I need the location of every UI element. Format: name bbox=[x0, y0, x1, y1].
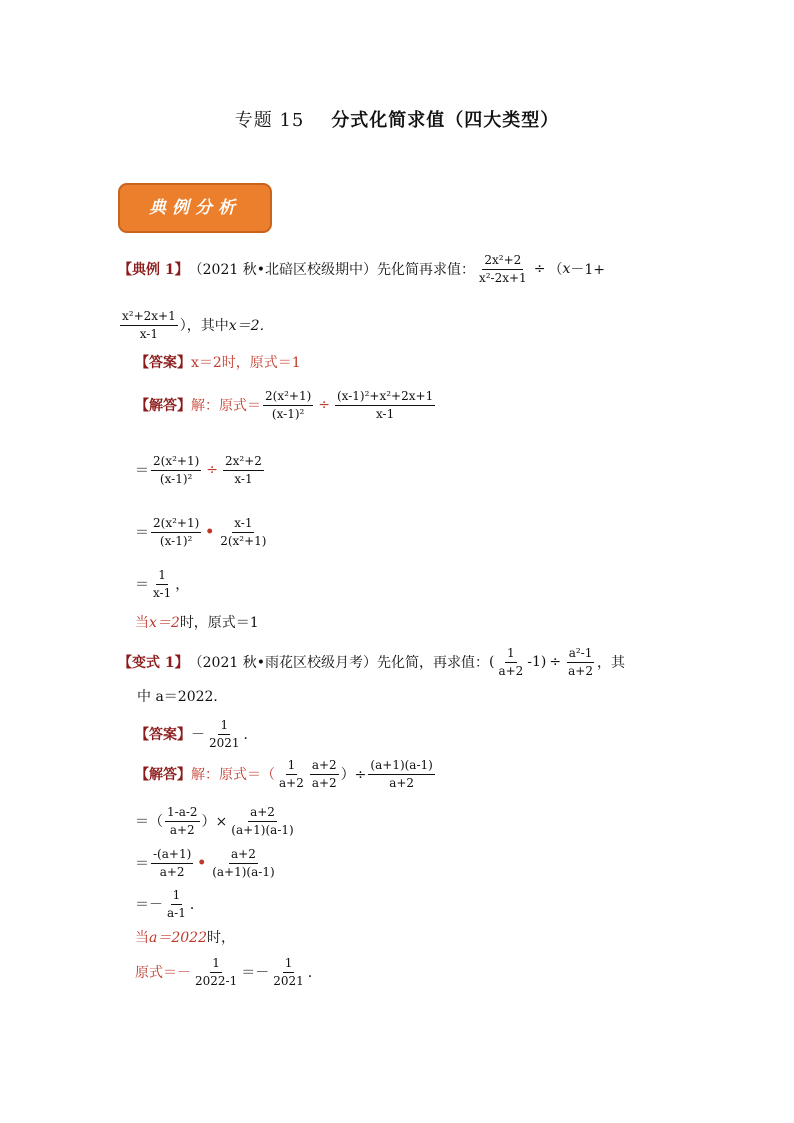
fraction: $\frac{\text{2(x²+1)}}{\text{(x-1)²}}$ bbox=[153, 453, 200, 486]
page-title bbox=[0, 106, 794, 132]
fraction: $\frac{a+2}{a+2}$ bbox=[311, 757, 337, 790]
fraction: $\frac{-(a+1)}{a+2}$ bbox=[153, 846, 192, 879]
title-prefix: 专题 15 bbox=[234, 110, 305, 131]
example1-source: （2021 秋•北碚区校级期中）先化简再求值： bbox=[188, 262, 475, 278]
fraction: $\frac{\text{a²-1}}{a+2}$ bbox=[568, 645, 593, 678]
variant1-answer: 【答案】 － $\frac{1}{2021}$ ． bbox=[135, 717, 258, 750]
example1-solution-step: ＝ $\frac{1}{x-1}$ ， bbox=[135, 567, 190, 600]
fraction: $\frac{\text{2x²+2}}{\text{x²-2x+1}}$ bbox=[478, 252, 527, 285]
variant1-question: 【变式 1】 （2021 秋•雨花区校级月考）先化简，再求值： ( $\frac{1}{a+2}$ -1) ÷ $\frac{\text{a²-1}}{a+2}$ ，其 bbox=[118, 645, 625, 678]
fraction: $\frac{1}{2021}$ bbox=[273, 955, 304, 988]
variant1-solution-step: ＝－ $\frac{1}{a-1}$ ． bbox=[135, 887, 204, 920]
multiply-dot: • bbox=[205, 524, 215, 540]
example1-solution-step: ＝ $\frac{\text{2(x²+1)}}{\text{(x-1)²}}$ • $\frac{x-1}{\text{2(x²+1)}}$ bbox=[135, 515, 267, 548]
title-main: 分式化简求值（四大类型） bbox=[331, 110, 560, 131]
divide-sign: ÷ bbox=[533, 261, 546, 277]
fraction: $\frac{1}{2022-1}$ bbox=[195, 955, 238, 988]
variant1-when: 当 a＝2022 时， bbox=[135, 930, 235, 946]
example1-question: 【典例 1】 （2021 秋•北碚区校级期中）先化简再求值： $\frac{\text{2x²+2}}{\text{x²-2x+1}}$ ÷ （ x －1+ bbox=[118, 252, 605, 285]
fraction: $\frac{\text{2x²+2}}{x-1}$ bbox=[225, 453, 262, 486]
fraction: $\frac{\text{x²+2x+1}}{x-1}$ bbox=[122, 308, 176, 341]
variant1-final: 原式＝－ $\frac{1}{2022-1}$ ＝－ $\frac{1}{2021}$ ． bbox=[135, 955, 322, 988]
variant1-solution-step: ＝ $\frac{-(a+1)}{a+2}$ • $\frac{a+2}{(a+1)(a-1)}$ bbox=[135, 846, 275, 879]
variant1-solution-step: ＝（ $\frac{1-a-2}{a+2}$ ）× $\frac{a+2}{(a+1)(a-1)}$ bbox=[135, 804, 294, 837]
fraction: $\frac{1}{2021}$ bbox=[209, 717, 240, 750]
fraction: $\frac{\text{(x-1)²+x²+2x+1}}{x-1}$ bbox=[337, 388, 434, 421]
example1-question-cont: $\frac{\text{x²+2x+1}}{x-1}$ ），其中 x＝2． bbox=[122, 308, 274, 341]
example1-final: 当 x＝2 时，原式＝1 bbox=[135, 615, 259, 631]
section-badge: 典例分析 bbox=[118, 183, 272, 233]
example1-solution-step: 【解答】 解：原式＝ $\frac{\text{2(x²+1)}}{\text{(x-1)²}}$ ÷ $\frac{\text{(x-1)²+x²+2x+1}}{x-1}$ bbox=[135, 388, 434, 421]
fraction: $\frac{(a+1)(a-1)}{a+2}$ bbox=[370, 757, 433, 790]
fraction: $\frac{1}{a+2}$ bbox=[279, 757, 304, 790]
fraction: $\frac{\text{2(x²+1)}}{\text{(x-1)²}}$ bbox=[265, 388, 312, 421]
fraction: $\frac{1-a-2}{a+2}$ bbox=[167, 804, 198, 837]
example1-solution-step: ＝ $\frac{\text{2(x²+1)}}{\text{(x-1)²}}$ ÷ $\frac{\text{2x²+2}}{x-1}$ bbox=[135, 453, 262, 486]
fraction: $\frac{a+2}{(a+1)(a-1)}$ bbox=[212, 846, 275, 879]
fraction: $\frac{1}{a-1}$ bbox=[167, 887, 186, 920]
variant1-solution-step: 【解答】 解：原式＝（ $\frac{1}{a+2}$ $\frac{a+2}{a+2}$ ）÷ $\frac{(a+1)(a-1)}{a+2}$ bbox=[135, 757, 433, 790]
variant1-condition: 中 a＝2022． bbox=[137, 689, 228, 705]
multiply-dot: • bbox=[197, 855, 207, 871]
fraction: $\frac{\text{2(x²+1)}}{\text{(x-1)²}}$ bbox=[153, 515, 200, 548]
fraction: $\frac{x-1}{\text{2(x²+1)}}$ bbox=[220, 515, 267, 548]
fraction: $\frac{a+2}{(a+1)(a-1)}$ bbox=[231, 804, 294, 837]
fraction: $\frac{1}{x-1}$ bbox=[153, 567, 172, 600]
example1-answer: 【答案】 x＝2时，原式＝1 bbox=[135, 355, 301, 371]
fraction: $\frac{1}{a+2}$ bbox=[498, 645, 524, 678]
example1-tag: 【典例 1】 bbox=[118, 262, 189, 278]
